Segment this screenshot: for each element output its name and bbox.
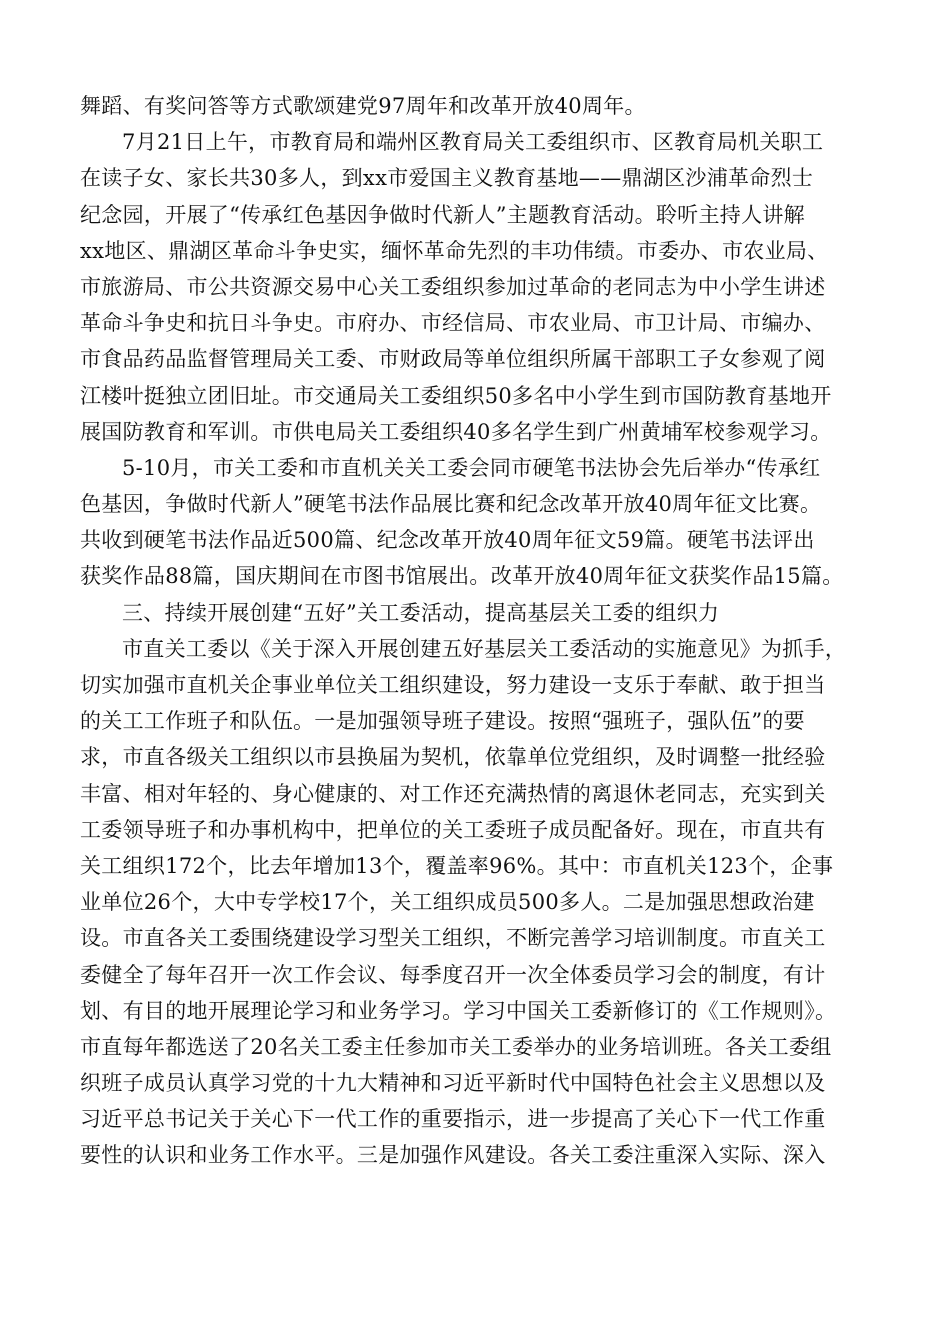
text-line: 市旅游局、市公共资源交易中心关工委组织参加过革命的老同志为中小学生讲述 bbox=[80, 274, 826, 299]
text-line: 织班子成员认真学习党的十九大精神和习近平新时代中国特色社会主义思想以及 bbox=[80, 1071, 826, 1096]
text-line: 工委领导班子和办事机构中，把单位的关工委班子成员配备好。现在，市直共有 bbox=[80, 817, 826, 842]
text-line: 习近平总书记关于关心下一代工作的重要指示，进一步提高了关心下一代工作重 bbox=[80, 1107, 826, 1132]
text-line: 革命斗争史和抗日斗争史。市府办、市经信局、市农业局、市卫计局、市编办、 bbox=[80, 311, 826, 336]
text-line: 委健全了每年召开一次工作会议、每季度召开一次全体委员学习会的制度，有计 bbox=[80, 962, 826, 987]
text-line: 的关工工作班子和队伍。一是加强领导班子建设。按照“强班子，强队伍”的要 bbox=[80, 709, 805, 734]
text-line: 业单位26个，大中专学校17个，关工组织成员500多人。二是加强思想政治建 bbox=[80, 890, 815, 915]
text-line: 舞蹈、有奖问答等方式歌颂建党97周年和改革开放40周年。 bbox=[80, 94, 646, 118]
paragraph-start-line: 5-10月，市关工委和市直机关关工委会同市硬笔书法协会先后举办“传承红 bbox=[122, 455, 821, 480]
text-line: 关工组织172个，比去年增加13个，覆盖率96%。其中：市直机关123个，企事 bbox=[80, 853, 834, 878]
text-line: 获奖作品88篇，国庆期间在市图书馆展出。改革开放40周年征文获奖作品15篇。 bbox=[80, 564, 844, 589]
paragraph-start-line: 市直关工委以《关于深入开展创建五好基层关工委活动的实施意见》为抓手， bbox=[122, 636, 847, 661]
text-line: 色基因，争做时代新人”硬笔书法作品展比赛和纪念改革开放40周年征文比赛。 bbox=[80, 492, 822, 517]
text-line: 展国防教育和军训。市供电局关工委组织40多名学生到广州黄埔军校参观学习。 bbox=[80, 419, 832, 444]
text-line: 丰富、相对年轻的、身心健康的、对工作还充满热情的离退休老同志，充实到关 bbox=[80, 781, 826, 806]
text-line: xx地区、鼎湖区革命斗争史实，缅怀革命先烈的丰功伟绩。市委办、市农业局、 bbox=[80, 238, 829, 263]
text-line: 市食品药品监督管理局关工委、市财政局等单位组织所属干部职工子女参观了阅 bbox=[80, 347, 826, 372]
text-line: 江楼叶挺独立团旧址。市交通局关工委组织50多名中小学生到市国防教育基地开 bbox=[80, 383, 832, 408]
paragraph-start-line: 7月21日上午，市教育局和端州区教育局关工委组织市、区教育局机关职工 bbox=[122, 130, 824, 155]
document-body bbox=[80, 88, 880, 1174]
section-heading: 三、持续开展创建“五好”关工委活动，提高基层关工委的组织力 bbox=[122, 600, 720, 625]
text-line: 设。市直各关工委围绕建设学习型关工组织，不断完善学习培训制度。市直关工 bbox=[80, 926, 826, 951]
text-line: 市直每年都选送了20名关工委主任参加市关工委举办的业务培训班。各关工委组 bbox=[80, 1034, 832, 1059]
text-line: 要性的认识和业务工作水平。三是加强作风建设。各关工委注重深入实际、深入 bbox=[80, 1143, 826, 1168]
text-line: 划、有目的地开展理论学习和业务学习。学习中国关工委新修订的《工作规则》。 bbox=[80, 998, 837, 1023]
text-line: 切实加强市直机关企事业单位关工组织建设，努力建设一支乐于奉献、敢于担当 bbox=[80, 673, 826, 697]
text-line: 共收到硬笔书法作品近500篇、纪念改革开放40周年征文59篇。硬笔书法评出 bbox=[80, 528, 815, 553]
text-line: 纪念园，开展了“传承红色基因争做时代新人”主题教育活动。聆听主持人讲解 bbox=[80, 202, 805, 227]
text-line: 在读子女、家长共30多人，到xx市爱国主义教育基地——鼎湖区沙浦革命烈士 bbox=[80, 166, 814, 191]
text-line: 求，市直各级关工组织以市县换届为契机，依靠单位党组织，及时调整一批经验 bbox=[80, 745, 826, 770]
